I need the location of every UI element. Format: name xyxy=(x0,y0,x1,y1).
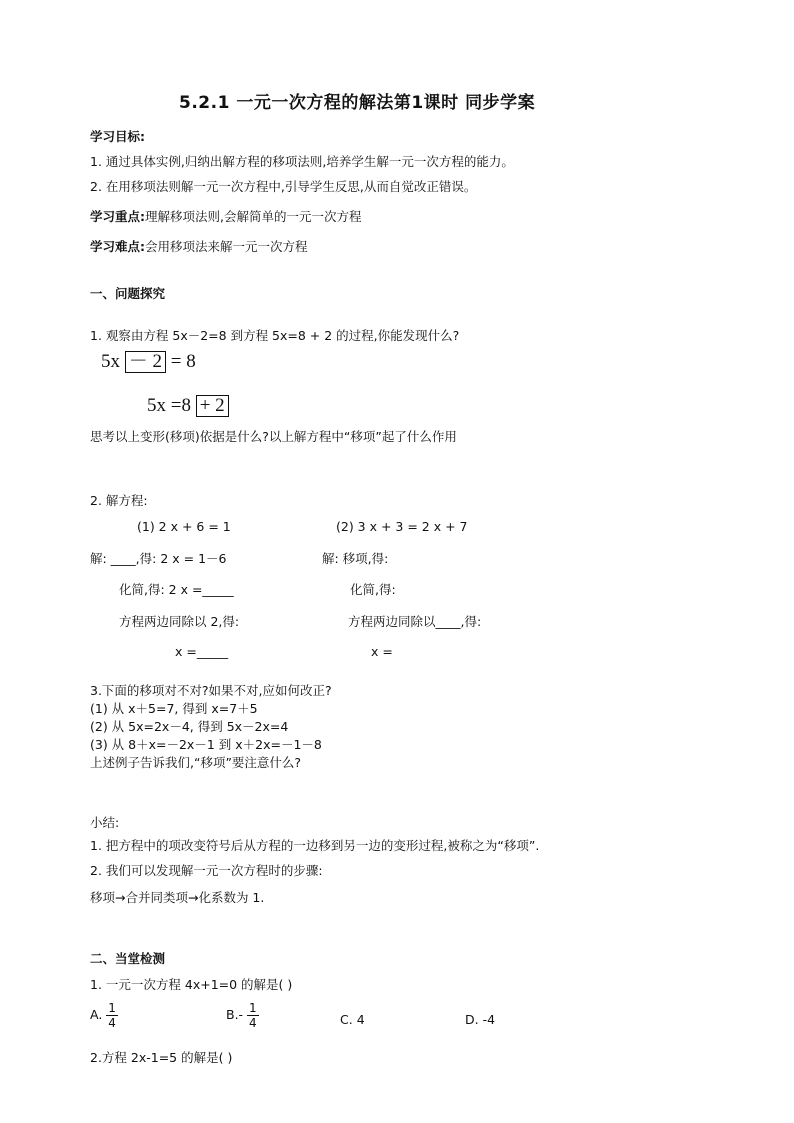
difficulty-text: 会用移项法来解一元一次方程 xyxy=(145,239,308,254)
question-1: 1. 观察由方程 5x－2=8 到方程 5x=8 + 2 的过程,你能发现什么? xyxy=(90,328,460,343)
solution-b-step: 化简,得: xyxy=(350,582,396,597)
q3-item: (3) 从 8＋x=－2x－1 到 x＋2x=－1－8 xyxy=(90,737,322,752)
option-b-denominator: 4 xyxy=(249,1016,257,1030)
goal-item: 2. 在用移项法则解一元一次方程中,引导学生反思,从而自觉改正错误。 xyxy=(90,179,477,194)
solution-a-step: x =_____ xyxy=(175,644,229,659)
summary-item: 1. 把方程中的项改变符号后从方程的一边移到另一边的变形过程,被称之为“移项”. xyxy=(90,838,540,853)
think-question: 思考以上变形(移项)依据是什么?以上解方程中“移项”起了什么作用 xyxy=(90,429,457,444)
solution-b-step: 方程两边同除以____,得: xyxy=(348,614,482,629)
equation-2 xyxy=(147,395,229,417)
option-a[interactable] xyxy=(90,1001,118,1030)
eq1-right: = 8 xyxy=(170,351,196,372)
option-a-fraction xyxy=(106,1001,118,1030)
solution-a-step: 方程两边同除以 2,得: xyxy=(119,614,240,629)
key-point-text: 理解移项法则,会解简单的一元一次方程 xyxy=(145,209,362,224)
eq2-left: 5x =8 xyxy=(147,395,191,416)
equation-1 xyxy=(101,351,196,373)
eq1-boxed-term: － 2 xyxy=(125,351,166,373)
option-d-value: -4 xyxy=(482,1012,496,1027)
option-d[interactable] xyxy=(465,1012,495,1027)
equation-b: (2) 3 x + 3 = 2 x + 7 xyxy=(336,519,468,534)
question-3: 3.下面的移项对不对?如果不对,应如何改正? xyxy=(90,683,332,698)
section2-heading: 二、当堂检测 xyxy=(90,951,166,966)
test-question-1: 1. 一元一次方程 4x+1=0 的解是( ) xyxy=(90,977,293,992)
section1-heading: 一、问题探究 xyxy=(90,286,166,301)
option-b[interactable] xyxy=(226,1001,259,1030)
difficulty-label: 学习难点: xyxy=(90,239,145,254)
option-a-numerator: 1 xyxy=(108,1001,116,1015)
key-point-label: 学习重点: xyxy=(90,209,145,224)
q3-item: (2) 从 5x=2x－4, 得到 5x－2x=4 xyxy=(90,719,289,734)
eq1-left: 5x xyxy=(101,351,120,372)
goal-item: 1. 通过具体实例,归纳出解方程的移项法则,培养学生解一元一次方程的能力。 xyxy=(90,154,514,169)
goals-label: 学习目标: xyxy=(90,129,145,144)
q3-item: (1) 从 x＋5=7, 得到 x=7＋5 xyxy=(90,701,258,716)
solution-b-step: 解: 移项,得: xyxy=(322,551,389,566)
equation-a: (1) 2 x + 6 = 1 xyxy=(137,519,231,534)
option-c[interactable] xyxy=(340,1012,365,1027)
option-b-fraction xyxy=(247,1001,259,1030)
difficulty xyxy=(90,237,308,255)
test-question-2: 2.方程 2x-1=5 的解是( ) xyxy=(90,1050,233,1065)
page-title: 5.2.1 一元一次方程的解法第1课时 同步学案 xyxy=(179,93,536,113)
solution-b-step: x = xyxy=(371,644,393,659)
key-point xyxy=(90,207,361,225)
option-c-label: C. xyxy=(340,1012,353,1027)
eq2-boxed-term: + 2 xyxy=(196,395,229,417)
question-2: 2. 解方程: xyxy=(90,493,148,508)
option-c-value: 4 xyxy=(356,1012,365,1027)
option-b-label: B.- xyxy=(226,1007,244,1022)
q3-conclusion: 上述例子告诉我们,“移项”要注意什么? xyxy=(90,755,302,770)
option-a-denominator: 4 xyxy=(108,1016,116,1030)
option-a-label: A. xyxy=(90,1007,103,1022)
solution-a-step: 解: ____,得: 2 x = 1－6 xyxy=(90,551,227,566)
option-b-numerator: 1 xyxy=(249,1001,257,1015)
solution-a-step: 化简,得: 2 x =_____ xyxy=(119,582,234,597)
summary-label: 小结: xyxy=(90,815,120,830)
option-d-label: D. xyxy=(465,1012,479,1027)
summary-item: 2. 我们可以发现解一元一次方程时的步骤: xyxy=(90,863,323,878)
summary-steps: 移项→合并同类项→化系数为 1. xyxy=(90,890,265,905)
